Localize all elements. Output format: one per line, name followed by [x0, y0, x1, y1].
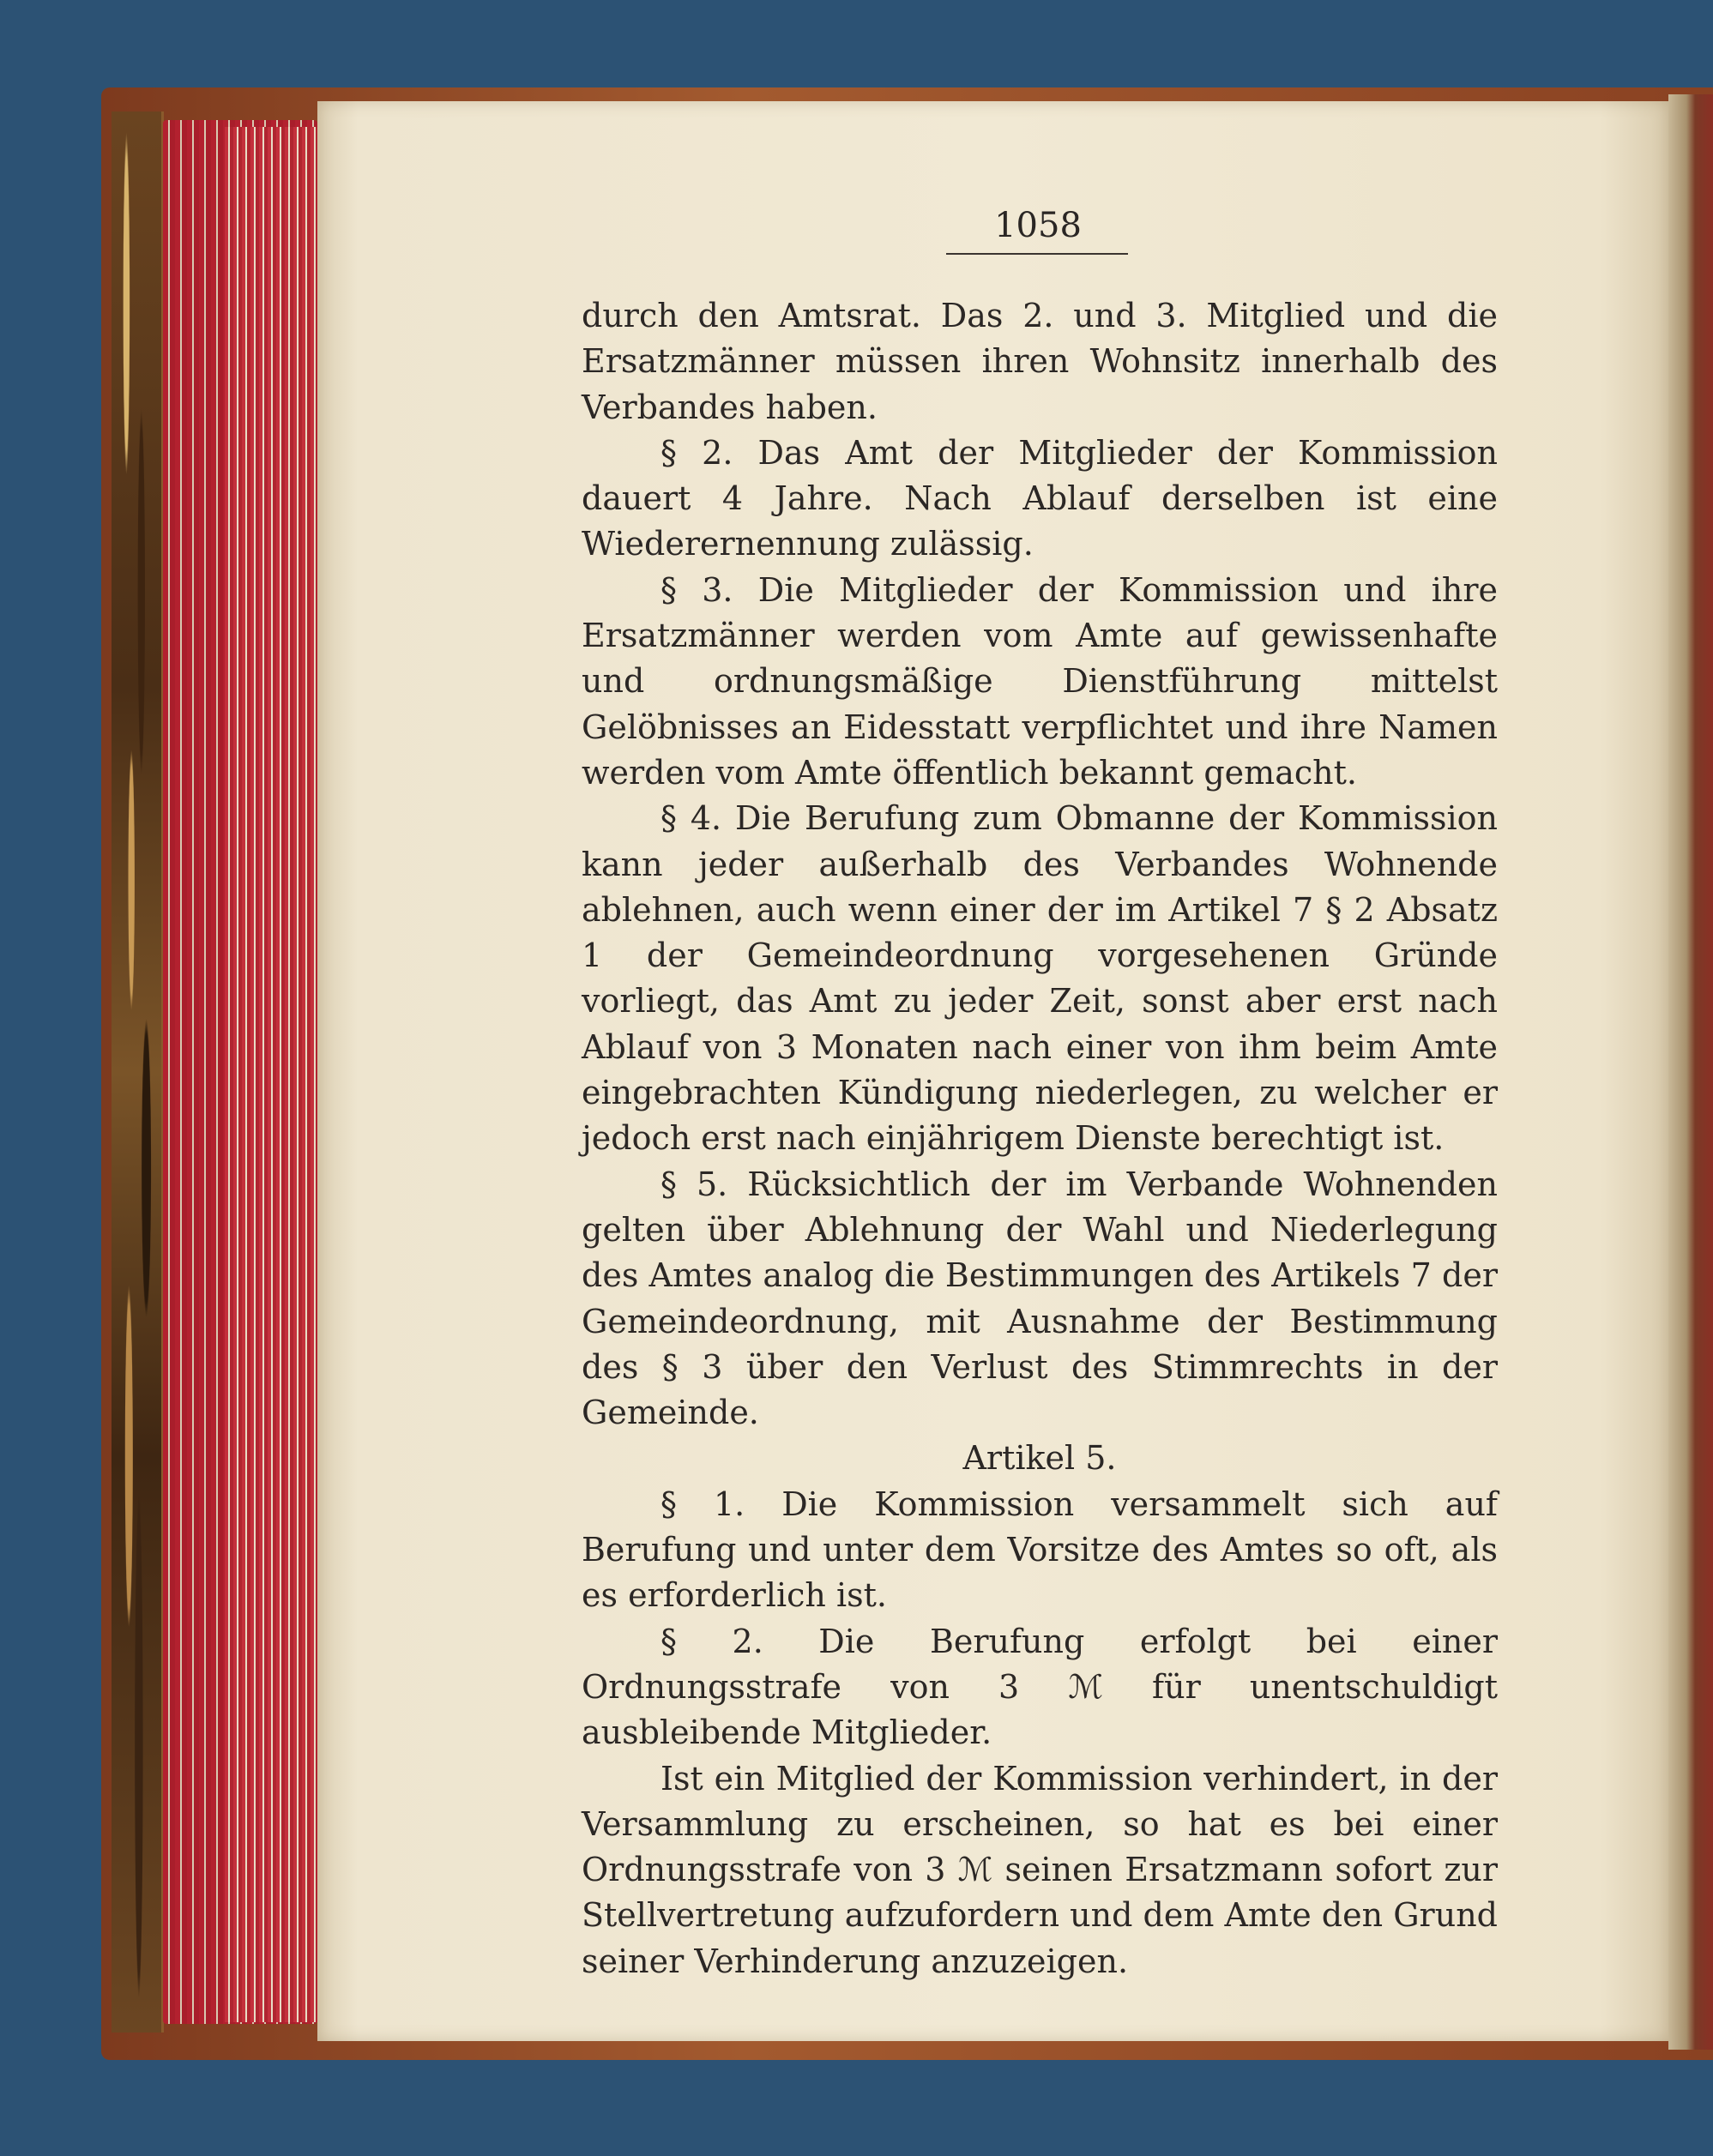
paragraph: § 5. Rücksichtlich der im Verbande Wohnenden gelten über Ablehnung der Wahl und Niederlegung des Amtes analog die Bestimmungen des Artikels 7 der Gemeindeordnung, mit Ausnahme der Bestimmung des § 3 über den Verlust des Stimmrechts in der Gemeinde. [582, 1165, 1498, 1432]
page-number: 1058 [994, 206, 1082, 245]
paragraph: § 4. Die Berufung zum Obmanne der Kommission kann jeder außerhalb des Verbandes Wohnende ablehnen, auch wenn einer der im Artikel 7 § 2 Absatz 1 der Gemeindeordnung vorgesehenen Gründe vorliegt, das Amt zu jeder Zeit, sonst aber erst nach Ablauf von 3 Monaten nach einer von ihm beim Amte eingebrachten Kündigung niederlegen, zu welcher er jedoch erst nach einjährigem Dienste berechtigt ist. [582, 799, 1498, 1158]
paragraph: § 3. Die Mitglieder der Kommission und ihre Ersatzmänner werden vom Amte auf gewissenhafte und ordnungsmäßige Dienstführung mittelst Gelöbnisses an Eidesstatt verpflichtet und ihre Namen werden vom Amte öffentlich bekannt gemacht. [582, 570, 1498, 792]
section-heading: Artikel 5. [962, 1439, 1117, 1478]
paragraph: § 2. Das Amt der Mitglieder der Kommission dauert 4 Jahre. Nach Ablauf derselben ist eine Wiederernennung zulässig. [582, 433, 1498, 563]
book-gutter [1668, 94, 1713, 2050]
body-text [582, 293, 1498, 1984]
page-edges-inner [225, 127, 319, 2022]
paragraph: Ist ein Mitglied der Kommission verhindert, in der Versammlung zu erscheinen, so hat es bei einer Ordnungsstrafe von 3 ℳ seinen Ersatzmann sofort zur Stellvertretung aufzufordern und dem Amte den Grund seiner Verhinderung anzuzeigen. [582, 1759, 1498, 1980]
paragraph: § 1. Die Kommission versammelt sich auf Berufung und unter dem Vorsitze des Amtes so oft, als es erforderlich ist. [582, 1485, 1498, 1615]
header-rule [946, 253, 1128, 255]
paragraph: § 2. Die Berufung erfolgt bei einer Ordnungsstrafe von 3 ℳ für unentschuldigt ausbleibende Mitglieder. [582, 1622, 1498, 1752]
book-spine [112, 111, 164, 2033]
paragraph: durch den Amtsrat. Das 2. und 3. Mitglied und die Ersatzmänner müssen ihren Wohnsitz innerhalb des Verbandes haben. [582, 297, 1498, 426]
